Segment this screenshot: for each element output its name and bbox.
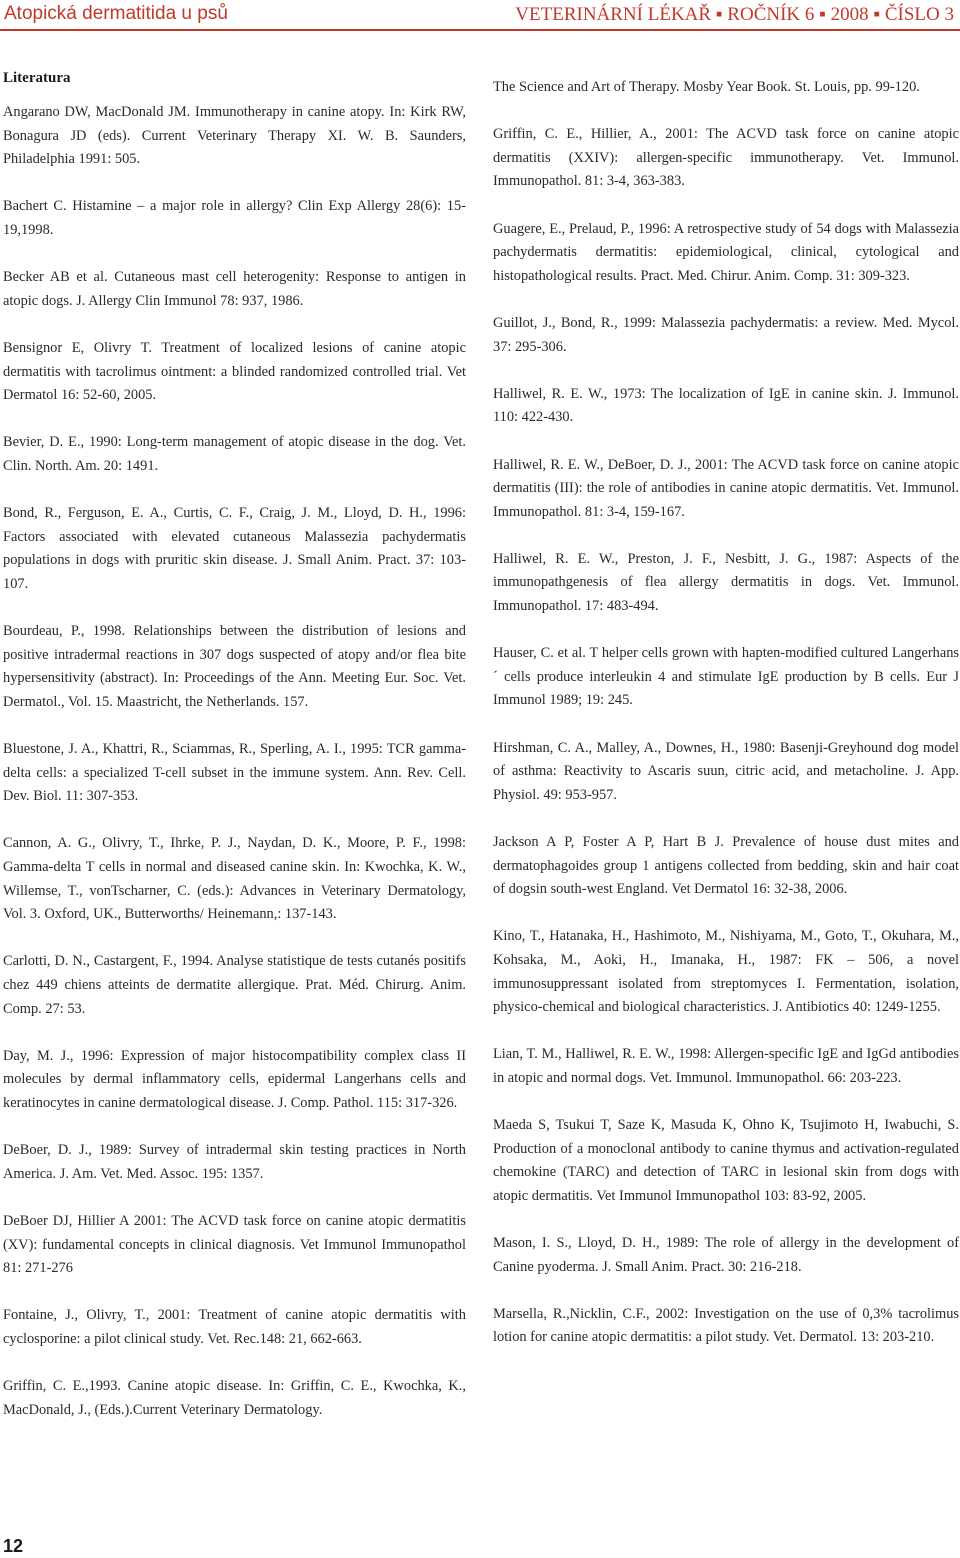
reference-item: Bourdeau, P., 1998. Relationships between the distribution of lesions and positive intradermal reactions in 307 dogs suspected of atopy and/or flea bite hypersensitivity (abstract). In: Proceedings of the Ann. Meeting Eur. Soc. Vet. Dermatol., Vol. 15. Maastricht, the Netherlands. 157. xyxy=(3,623,466,710)
reference-item: Guillot, J., Bond, R., 1999: Malassezia pachydermatis: a review. Med. Mycol. 37: 295-306. xyxy=(493,314,959,355)
reference-item: Guagere, E., Prelaud, P., 1996: A retrospective study of 54 dogs with Malassezia pachydermatis dermatitis: epidemiological, clinical, cytological and histopathological results. Pract. Med. Chirur. Anim. Comp. 31: 309-323. xyxy=(493,220,959,284)
references-heading: Literatura xyxy=(3,70,71,86)
reference-item: Carlotti, D. N., Castargent, F., 1994. Analyse statistique de tests cutanés positifs chez 449 chiens atteints de dermatite allergique. Prat. Méd. Chirurg. Anim. Comp. 27: 53. xyxy=(3,953,466,1017)
left-column xyxy=(3,70,466,1446)
reference-item: Griffin, C. E.,1993. Canine atopic disease. In: Griffin, C. E., Kwochka, K., MacDonald, J., (Eds.).Current Veterinary Dermatology. xyxy=(3,1378,466,1418)
reference-item: Hauser, C. et al. T helper cells grown with hapten-modified cultured Langerhans´ cells produce interleukin 4 and stimulate IgE production by B cells. Eur J Immunol 1989; 19: 245. xyxy=(493,645,959,709)
reference-item: Halliwel, R. E. W., DeBoer, D. J., 2001: The ACVD task force on canine atopic dermatitis (III): the role of antibodies in canine atopic dermatitis. Vet. Immunol. Immunopathol. 81: 3-4, 159-167. xyxy=(493,456,959,520)
reference-item: Halliwel, R. E. W., 1973: The localization of IgE in canine skin. J. Immunol. 110: 422-430. xyxy=(493,385,959,426)
reference-item: Bevier, D. E., 1990: Long-term management of atopic disease in the dog. Vet. Clin. North. Am. 20: 1491. xyxy=(3,434,466,474)
reference-item: Jackson A P, Foster A P, Hart B J. Prevalence of house dust mites and dermatophagoides group 1 antigens collected from bedding, skin and hair coat of dogsin south-west England. Vet Dermatol 16: 32-38, 2006. xyxy=(493,834,959,898)
reference-item: Kino, T., Hatanaka, H., Hashimoto, M., Nishiyama, M., Goto, T., Okuhara, M., Kohsaka, M., Aoki, H., Imanaka, H., 1987: FK – 506, a novel immunosuppressant isolated from streptomyces I. Fermentation, isolation, physico-chemical and biological characteristics. J. Antibiotics 40: 1249-1255. xyxy=(493,928,959,1016)
reference-item: Bensignor E, Olivry T. Treatment of localized lesions of canine atopic dermatitis with tacrolimus ointment: a blinded randomized controlled trial. Vet Dermatol 16: 52-60, 2005. xyxy=(3,339,466,404)
reference-item: The Science and Art of Therapy. Mosby Year Book. St. Louis, pp. 99-120. xyxy=(493,79,920,95)
reference-item: Griffin, C. E., Hillier, A., 2001: The ACVD task force on canine atopic dermatitis (XXIV): allergen-specific immunotherapy. Vet. Immunol. Immunopathol. 81: 3-4, 363-383. xyxy=(493,126,959,190)
reference-item: Bond, R., Ferguson, E. A., Curtis, C. F., Craig, J. M., Lloyd, D. H., 1996: Factors associated with elevated cutaneous Malassezia pachydermatis populations in dogs with pruritic skin disease. J. Small Anim. Pract. 37: 103-107. xyxy=(3,505,466,592)
reference-item: Bachert C. Histamine – a major role in allergy? Clin Exp Allergy 28(6): 15-19,1998. xyxy=(3,198,466,238)
reference-item: Angarano DW, MacDonald JM. Immunotherapy in canine atopy. In: Kirk RW, Bonagura JD (eds). Current Veterinary Therapy XI. W. B. Saunders, Philadelphia 1991: 505. xyxy=(3,104,466,168)
page-number: 12 xyxy=(3,1536,24,1556)
journal-info: VETERINÁRNÍ LÉKAŘ ▪ ROČNÍK 6 ▪ 2008 ▪ ČÍSLO 3 xyxy=(515,4,954,25)
reference-item: Lian, T. M., Halliwel, R. E. W., 1998: Allergen-specific IgE and IgGd antibodies in atopic and normal dogs. Vet. Immunol. Immunopathol. 66: 203-223. xyxy=(493,1046,959,1086)
page-header xyxy=(0,0,960,30)
reference-item: Halliwel, R. E. W., Preston, J. F., Nesbitt, J. G., 1987: Aspects of the immunopathgenesis of flea allergy dermatitis in dogs. Vet. Immunol. Immunopathol. 17: 483-494. xyxy=(493,550,959,615)
reference-item: Fontaine, J., Olivry, T., 2001: Treatment of canine atopic dermatitis with cyclosporine: a pilot clinical study. Vet. Rec.148: 21, 662-663. xyxy=(3,1307,466,1347)
reference-item: Bluestone, J. A., Khattri, R., Sciammas, R., Sperling, A. I., 1995: TCR gamma-delta cells: a specialized T-cell subset in the immune system. Ann. Rev. Cell. Dev. Biol. 11: 307-353. xyxy=(3,741,466,805)
reference-item: Becker AB et al. Cutaneous mast cell heterogenity: Response to antigen in atopic dogs. J. Allergy Clin Immunol 78: 937, 1986. xyxy=(3,269,466,309)
header-divider xyxy=(0,29,960,31)
reference-item: DeBoer, D. J., 1989: Survey of intradermal skin testing practices in North America. J. Am. Vet. Med. Assoc. 195: 1357. xyxy=(3,1142,466,1182)
reference-item: DeBoer DJ, Hillier A 2001: The ACVD task force on canine atopic dermatitis (XV): fundamental concepts in clinical diagnosis. Vet Immunol Immunopathol 81: 271-276 xyxy=(3,1212,466,1277)
reference-item: Day, M. J., 1996: Expression of major histocompatibility complex class II molecules by dermal inflammatory cells, epidermal Langerhans cells and keratinocytes in canine dermatological disease. J. Comp. Pathol. 115: 317-326. xyxy=(3,1047,466,1111)
reference-item: Cannon, A. G., Olivry, T., Ihrke, P. J., Naydan, D. K., Moore, P. F., 1998: Gamma-delta T cells in normal and diseased canine skin. In: Kwochka, K. W., Willemse, T., vonTscharner, C. (eds.): Advances in Veterinary Dermatology, Vol. 3. Oxford, UK., Butterworths/ Heinemann,: 137-143. xyxy=(3,835,466,923)
reference-item: Hirshman, C. A., Malley, A., Downes, H., 1980: Basenji-Greyhound dog model of asthma: Reactivity to Ascaris suun, citric acid, and metacholine. J. App. Physiol. 49: 953-957. xyxy=(493,739,959,803)
reference-item: Mason, I. S., Lloyd, D. H., 1989: The role of allergy in the development of Canine pyoderma. J. Small Anim. Pract. 30: 216-218. xyxy=(493,1235,959,1275)
right-column xyxy=(493,76,959,1374)
reference-item: Marsella, R.,Nicklin, C.F., 2002: Investigation on the use of 0,3% tacrolimus lotion for canine atopic dermatitis: a pilot study. Vet. Dermatol. 13: 203-210. xyxy=(493,1305,959,1346)
reference-item: Maeda S, Tsukui T, Saze K, Masuda K, Ohno K, Tsujimoto H, Iwabuchi, S. Production of a monoclonal antibody to canine thymus and activation-regulated chemokine (TARC) and detection of TARC in lesional skin from dogs with atopic dermatitis. Vet Immunol Immunopathol 103: 83-92, 2005. xyxy=(493,1117,959,1204)
article-title: Atopická dermatitida u psů xyxy=(4,3,228,24)
